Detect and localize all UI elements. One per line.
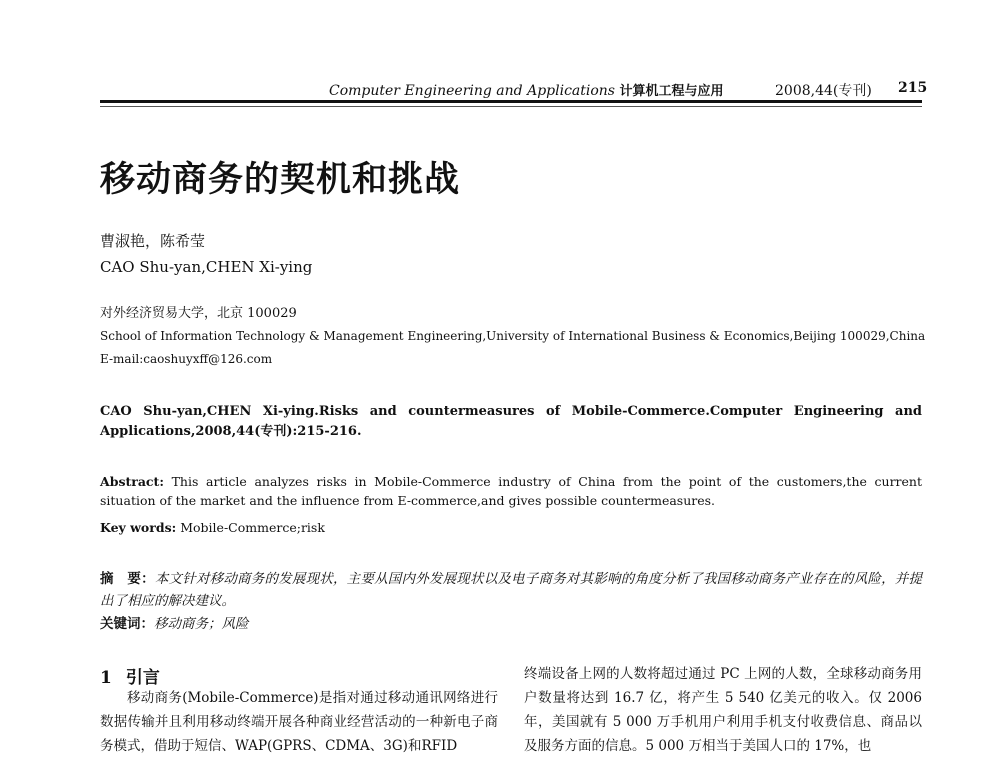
keywords-text: Mobile-Commerce;risk <box>180 520 325 535</box>
journal-name-cn: 计算机工程与应用 <box>619 84 724 99</box>
page-number: 215 <box>898 80 928 96</box>
keywords-cn-label: 关键词： <box>100 616 154 632</box>
journal-name-en: Computer Engineering and Applications <box>329 83 615 99</box>
authors-en: CAO Shu-yan,CHEN Xi-ying <box>100 258 313 276</box>
header-rule-thick <box>100 100 922 103</box>
section-title: 引言 <box>125 668 160 688</box>
issue-info: 2008,44(专刊) <box>775 83 872 99</box>
keywords-en <box>100 520 325 535</box>
page-title: 移动商务的契机和挑战 <box>100 159 461 200</box>
section-heading <box>100 663 160 688</box>
affiliation-cn: 对外经济贸易大学，北京 100029 <box>100 306 297 321</box>
author-email: E-mail:caoshuyxff@126.com <box>100 352 273 366</box>
paragraph: 移动商务(Mobile-Commerce)是指对通过移动通讯网络进行数据传输并且利用移动终端开展各种商业经营活动的一种新电子商务模式，借助于短信、WAP(GPRS、CDMA、3G)和RFID <box>100 690 498 754</box>
journal-header <box>329 80 723 99</box>
body-column-right <box>524 662 922 758</box>
affiliation-en: School of Information Technology & Management Engineering,University of International Business & Economics,Beijing 100029,China <box>100 329 926 343</box>
keywords-cn-text: 移动商务；风险 <box>154 616 249 632</box>
abstract-cn <box>100 568 922 612</box>
authors-cn: 曹淑艳，陈希莹 <box>100 232 206 250</box>
header-rule-thin <box>100 106 922 107</box>
abstract-cn-label: 摘 要： <box>100 571 155 587</box>
abstract-en <box>100 472 922 510</box>
section-number: 1 <box>100 668 112 688</box>
abstract-label: Abstract: <box>100 474 164 489</box>
body-column-left <box>100 686 498 758</box>
citation: CAO Shu-yan,CHEN Xi-ying.Risks and countermeasures of Mobile-Commerce.Computer Engineering and Applications,2008,44(专刊):215-216. <box>100 404 922 439</box>
abstract-cn-text: 本文针对移动商务的发展现状，主要从国内外发展现状以及电子商务对其影响的角度分析了我国移动商务产业存在的风险，并提出了相应的解决建议。 <box>100 571 923 609</box>
keywords-cn <box>100 612 249 632</box>
abstract-text: This article analyzes risks in Mobile-Commerce industry of China from the point of the customers,the current situation of the market and the influence from E-commerce,and gives possible countermeasures. <box>100 474 922 508</box>
keywords-label: Key words: <box>100 520 177 535</box>
paragraph: 终端设备上网的人数将超过通过 PC 上网的人数，全球移动商务用户数量将达到 16.7 亿，将产生 5 540 亿美元的收入。仅 2006 年，美国就有 5 000 万手机用户利用手机支付收费信息、商品以及服务方面的信息。5 000 万相当于美国人口的 17%，也 <box>524 666 922 754</box>
